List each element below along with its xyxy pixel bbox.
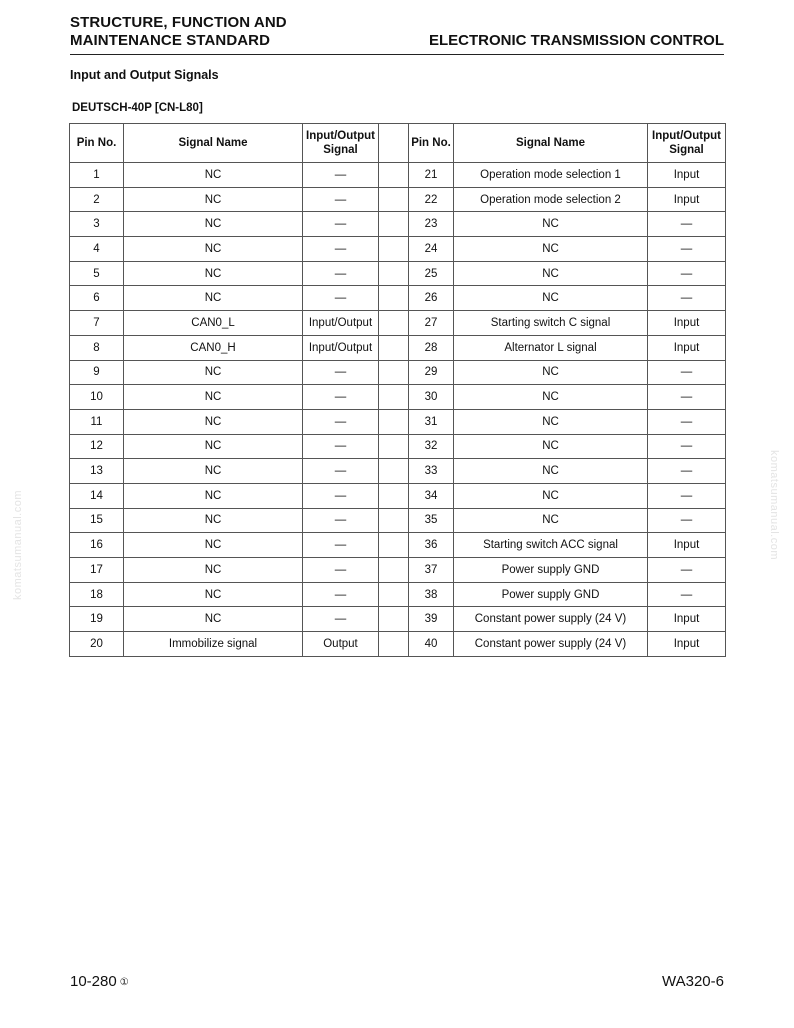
io-signal-cell: Input xyxy=(648,187,726,212)
header-io-right xyxy=(648,124,726,163)
signal-name-cell: NC xyxy=(124,286,303,311)
column-spacer xyxy=(379,632,409,657)
signal-name-cell: NC xyxy=(124,483,303,508)
signal-name-cell: NC xyxy=(454,212,648,237)
io-signal-cell: Input xyxy=(648,311,726,336)
signal-name-cell: NC xyxy=(454,237,648,262)
signal-name-cell: Starting switch ACC signal xyxy=(454,533,648,558)
table-row xyxy=(70,286,726,311)
pin-number-cell: 29 xyxy=(409,360,454,385)
pin-number-cell: 1 xyxy=(70,163,124,188)
signal-name-cell: Constant power supply (24 V) xyxy=(454,632,648,657)
pin-number-cell: 14 xyxy=(70,483,124,508)
signal-name-cell: NC xyxy=(124,187,303,212)
io-signal-cell: — xyxy=(303,237,379,262)
signal-name-cell: Constant power supply (24 V) xyxy=(454,607,648,632)
table-row xyxy=(70,360,726,385)
io-signal-cell: Output xyxy=(303,632,379,657)
signal-name-cell: NC xyxy=(124,237,303,262)
signal-name-cell: NC xyxy=(124,360,303,385)
pin-number-cell: 19 xyxy=(70,607,124,632)
header-io-right-line1: Input/Output xyxy=(652,130,721,142)
io-signal-cell: — xyxy=(648,459,726,484)
io-signal-cell: — xyxy=(303,607,379,632)
io-signal-cell: — xyxy=(648,434,726,459)
signal-name-cell: Operation mode selection 2 xyxy=(454,187,648,212)
io-signal-cell: — xyxy=(648,286,726,311)
io-signal-cell: — xyxy=(303,533,379,558)
signal-name-cell: NC xyxy=(124,607,303,632)
pin-number-cell: 23 xyxy=(409,212,454,237)
table-row xyxy=(70,311,726,336)
pin-number-cell: 20 xyxy=(70,632,124,657)
signal-name-cell: NC xyxy=(124,409,303,434)
io-signal-cell: — xyxy=(648,409,726,434)
io-signal-cell: — xyxy=(648,212,726,237)
header-io-left-line2: Signal xyxy=(323,144,358,156)
table-row xyxy=(70,483,726,508)
table-row xyxy=(70,409,726,434)
io-signal-cell: — xyxy=(648,582,726,607)
io-signal-cell: — xyxy=(303,508,379,533)
pin-number-cell: 12 xyxy=(70,434,124,459)
pin-number-cell: 10 xyxy=(70,385,124,410)
signal-name-cell: NC xyxy=(454,360,648,385)
column-spacer xyxy=(379,582,409,607)
signal-name-cell: NC xyxy=(454,508,648,533)
io-signal-cell: Input xyxy=(648,163,726,188)
header-io-left xyxy=(303,124,379,163)
signal-name-cell: NC xyxy=(124,163,303,188)
pin-number-cell: 2 xyxy=(70,187,124,212)
column-spacer xyxy=(379,508,409,533)
header-pin-right: Pin No. xyxy=(409,124,454,163)
header-io-left-line1: Input/Output xyxy=(306,130,375,142)
pin-number-cell: 3 xyxy=(70,212,124,237)
io-signal-cell: — xyxy=(648,483,726,508)
column-spacer xyxy=(379,237,409,262)
table-row xyxy=(70,533,726,558)
table-body xyxy=(70,163,726,657)
pin-number-cell: 39 xyxy=(409,607,454,632)
signal-name-cell: Starting switch C signal xyxy=(454,311,648,336)
pin-number-cell: 26 xyxy=(409,286,454,311)
signal-name-cell: Operation mode selection 1 xyxy=(454,163,648,188)
io-signal-cell: Input xyxy=(648,607,726,632)
revision-mark: ① xyxy=(119,977,129,988)
signal-name-cell: CAN0_H xyxy=(124,335,303,360)
column-spacer xyxy=(379,124,409,163)
pin-signal-table xyxy=(69,123,726,657)
watermark-left: komatsumanual.com xyxy=(12,490,24,600)
table-row xyxy=(70,582,726,607)
signal-name-cell: NC xyxy=(454,434,648,459)
signal-name-cell: NC xyxy=(124,212,303,237)
signal-name-cell: Immobilize signal xyxy=(124,632,303,657)
io-signal-cell: — xyxy=(303,187,379,212)
table-row xyxy=(70,261,726,286)
column-spacer xyxy=(379,434,409,459)
pin-number-cell: 7 xyxy=(70,311,124,336)
io-signal-cell: Input/Output xyxy=(303,311,379,336)
io-signal-cell: — xyxy=(303,261,379,286)
header-io-right-line2: Signal xyxy=(669,144,704,156)
io-signal-cell: — xyxy=(648,385,726,410)
signal-name-cell: NC xyxy=(124,508,303,533)
pin-number-cell: 35 xyxy=(409,508,454,533)
io-signal-cell: — xyxy=(648,360,726,385)
watermark-right: komatsumanual.com xyxy=(768,450,780,560)
connector-title: DEUTSCH-40P [CN-L80] xyxy=(72,102,203,114)
table-row xyxy=(70,335,726,360)
column-spacer xyxy=(379,335,409,360)
signal-name-cell: NC xyxy=(454,483,648,508)
table-row xyxy=(70,558,726,583)
io-signal-cell: — xyxy=(648,508,726,533)
pin-number-cell: 18 xyxy=(70,582,124,607)
pin-number-cell: 6 xyxy=(70,286,124,311)
io-signal-cell: — xyxy=(303,385,379,410)
column-spacer xyxy=(379,558,409,583)
io-signal-cell: Input xyxy=(648,335,726,360)
io-signal-cell: — xyxy=(303,582,379,607)
signal-name-cell: NC xyxy=(124,385,303,410)
header-signal-right: Signal Name xyxy=(454,124,648,163)
pin-number-cell: 17 xyxy=(70,558,124,583)
io-signal-cell: — xyxy=(303,409,379,434)
signal-name-cell: Power supply GND xyxy=(454,558,648,583)
page-number-text: 10-280 xyxy=(70,973,117,990)
pin-number-cell: 25 xyxy=(409,261,454,286)
pin-number-cell: 30 xyxy=(409,385,454,410)
column-spacer xyxy=(379,607,409,632)
signal-name-cell: NC xyxy=(124,261,303,286)
header-left-line1: STRUCTURE, FUNCTION AND xyxy=(70,14,287,31)
header-pin-left: Pin No. xyxy=(70,124,124,163)
pin-number-cell: 15 xyxy=(70,508,124,533)
page-number xyxy=(70,973,129,990)
pin-number-cell: 9 xyxy=(70,360,124,385)
signal-name-cell: NC xyxy=(454,286,648,311)
signal-name-cell: NC xyxy=(124,459,303,484)
pin-number-cell: 21 xyxy=(409,163,454,188)
section-title: Input and Output Signals xyxy=(70,68,219,82)
header-signal-left: Signal Name xyxy=(124,124,303,163)
signal-name-cell: Alternator L signal xyxy=(454,335,648,360)
pin-number-cell: 31 xyxy=(409,409,454,434)
io-signal-cell: — xyxy=(303,483,379,508)
column-spacer xyxy=(379,163,409,188)
io-signal-cell: — xyxy=(648,261,726,286)
pin-number-cell: 40 xyxy=(409,632,454,657)
signal-name-cell: NC xyxy=(124,558,303,583)
page-header xyxy=(70,14,724,50)
pin-number-cell: 28 xyxy=(409,335,454,360)
column-spacer xyxy=(379,187,409,212)
column-spacer xyxy=(379,212,409,237)
table-row xyxy=(70,434,726,459)
column-spacer xyxy=(379,533,409,558)
table-row xyxy=(70,212,726,237)
table-row xyxy=(70,163,726,188)
io-signal-cell: Input/Output xyxy=(303,335,379,360)
io-signal-cell: Input xyxy=(648,632,726,657)
table-row xyxy=(70,508,726,533)
table-row xyxy=(70,237,726,262)
column-spacer xyxy=(379,360,409,385)
io-signal-cell: — xyxy=(303,212,379,237)
io-signal-cell: — xyxy=(303,360,379,385)
pin-number-cell: 8 xyxy=(70,335,124,360)
pin-number-cell: 33 xyxy=(409,459,454,484)
io-signal-cell: — xyxy=(303,434,379,459)
signal-name-cell: NC xyxy=(454,385,648,410)
io-signal-cell: — xyxy=(303,558,379,583)
pin-number-cell: 13 xyxy=(70,459,124,484)
column-spacer xyxy=(379,483,409,508)
pin-number-cell: 11 xyxy=(70,409,124,434)
io-signal-cell: — xyxy=(648,237,726,262)
signal-name-cell: NC xyxy=(124,533,303,558)
pin-number-cell: 16 xyxy=(70,533,124,558)
pin-number-cell: 32 xyxy=(409,434,454,459)
model-name: WA320-6 xyxy=(662,973,724,990)
signal-name-cell: NC xyxy=(124,582,303,607)
io-signal-cell: — xyxy=(303,163,379,188)
signal-name-cell: NC xyxy=(454,459,648,484)
header-right-title: ELECTRONIC TRANSMISSION CONTROL xyxy=(429,32,724,49)
column-spacer xyxy=(379,409,409,434)
io-signal-cell: — xyxy=(648,558,726,583)
column-spacer xyxy=(379,385,409,410)
signal-name-cell: CAN0_L xyxy=(124,311,303,336)
pin-number-cell: 37 xyxy=(409,558,454,583)
table-header-row xyxy=(70,124,726,163)
io-signal-cell: — xyxy=(303,286,379,311)
header-divider xyxy=(70,54,724,55)
pin-number-cell: 27 xyxy=(409,311,454,336)
table-row xyxy=(70,632,726,657)
column-spacer xyxy=(379,311,409,336)
signal-name-cell: NC xyxy=(454,261,648,286)
column-spacer xyxy=(379,459,409,484)
pin-number-cell: 4 xyxy=(70,237,124,262)
pin-number-cell: 24 xyxy=(409,237,454,262)
header-left-line2: MAINTENANCE STANDARD xyxy=(70,32,271,49)
pin-number-cell: 36 xyxy=(409,533,454,558)
column-spacer xyxy=(379,286,409,311)
table-row xyxy=(70,385,726,410)
signal-name-cell: NC xyxy=(454,409,648,434)
pin-number-cell: 34 xyxy=(409,483,454,508)
io-signal-cell: Input xyxy=(648,533,726,558)
column-spacer xyxy=(379,261,409,286)
io-signal-cell: — xyxy=(303,459,379,484)
pin-number-cell: 38 xyxy=(409,582,454,607)
signal-name-cell: Power supply GND xyxy=(454,582,648,607)
pin-number-cell: 5 xyxy=(70,261,124,286)
table-row xyxy=(70,459,726,484)
signal-name-cell: NC xyxy=(124,434,303,459)
table-row xyxy=(70,607,726,632)
pin-number-cell: 22 xyxy=(409,187,454,212)
table-row xyxy=(70,187,726,212)
